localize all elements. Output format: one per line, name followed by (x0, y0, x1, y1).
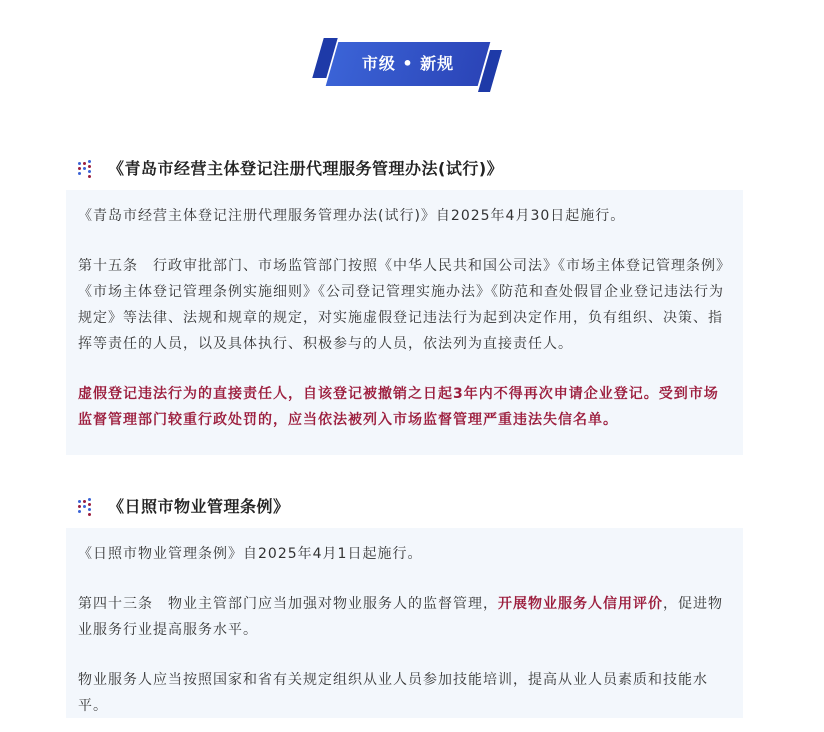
effective-date-paragraph: 《青岛市经营主体登记注册代理服务管理办法(试行)》自2025年4月30日起施行。 (78, 208, 626, 224)
effective-date-paragraph: 《日照市物业管理条例》自2025年4月1日起施行。 (78, 546, 423, 562)
article-paragraph: 第十五条 行政审批部门、市场监管部门按照《中华人民共和国公司法》《市场主体登记管理条例》《市场主体登记管理条例实施细则》《公司登记管理实施办法》《防范和查处假冒企业登记违法行为规定》等法律、法规和规章的规定，对实施虚假登记违法行为起到决定作用，负有组织、决策、指挥等责任的人员，以及具体执行、积极参与的人员，依法列为直接责任人。 (78, 258, 731, 352)
section-heading-qingdao (78, 156, 503, 179)
emphasis-text: 开展物业服务人信用评价 (498, 596, 663, 612)
training-paragraph: 物业服务人应当按照国家和省有关规定组织从业人员参加技能培训，提高从业人员素质和技能水平。 (78, 672, 708, 714)
section-title: 《青岛市经营主体登记注册代理服务管理办法(试行)》 (108, 159, 504, 178)
banner-title: 市级 • 新规 (361, 54, 455, 73)
section-body-rizhao (66, 528, 743, 718)
article-text-start: 第四十三条 物业主管部门应当加强对物业服务人的监督管理， (78, 596, 498, 612)
section-heading-rizhao (78, 494, 290, 517)
section-body-qingdao (66, 190, 743, 455)
article-paragraph (78, 591, 731, 643)
emphasis-paragraph: 虚假登记违法行为的直接责任人，自该登记被撤销之日起3年内不得再次申请企业登记。受到市场监督管理部门较重行政处罚的，应当依法被列入市场监督管理严重违法失信名单。 (78, 386, 719, 428)
section-title: 《日照市物业管理条例》 (108, 497, 290, 516)
dot-grid-icon (78, 160, 94, 176)
section-banner (316, 38, 496, 92)
dot-grid-icon (78, 498, 94, 514)
article-text-end: ，促进物业服务行业提高服务水平。 (78, 596, 723, 638)
